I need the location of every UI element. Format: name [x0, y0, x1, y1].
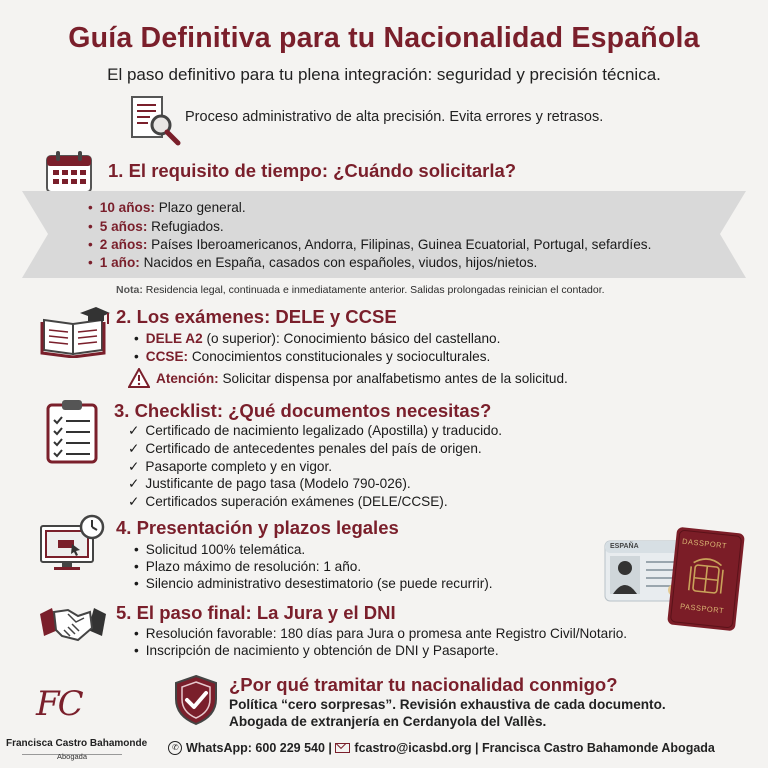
submission-item: • Silencio administrativo desestimatorio (se puede recurrir). [134, 576, 493, 591]
logo-role: Abogada [56, 752, 88, 761]
section-submission-title: 4. Presentación y plazos legales [116, 517, 399, 538]
handshake-icon [38, 600, 108, 646]
passport-top-label: DASSPORT [681, 536, 728, 551]
section-final-title: 5. El paso final: La Jura y el DNI [116, 602, 396, 623]
page-title: Guía Definitiva para tu Nacionalidad Española [68, 22, 700, 54]
checklist-item: ✓ Certificados superación exámenes (DELE/CCSE). [128, 494, 448, 510]
shield-check-icon [173, 674, 219, 726]
time-item: • 2 años: Países Iberoamericanos, Andorra, Filipinas, Guinea Ecuatorial, Portugal, sefardíes. [88, 237, 651, 252]
why-line-2: Abogada de extranjería en Cerdanyola del Vallès. [229, 714, 547, 729]
section-checklist-title: 3. Checklist: ¿Qué documentos necesitas? [114, 400, 492, 421]
book-graduation-icon [40, 306, 110, 358]
submission-item: • Solicitud 100% telemática. [134, 542, 305, 557]
logo [0, 682, 150, 768]
exam-item: • DELE A2 (o superior): Conocimiento básico del castellano. [134, 331, 500, 346]
page-subtitle: El paso definitivo para tu plena integración: seguridad y precisión técnica. [107, 65, 661, 84]
checklist-item: ✓ Certificado de antecedentes penales del país de origen. [128, 441, 482, 457]
whatsapp-link[interactable]: WhatsApp: 600 229 540 [186, 741, 325, 755]
id-card-country: ESPAÑA [610, 543, 639, 550]
time-item: • 5 años: Refugiados. [88, 219, 224, 234]
footer-firm: Francisca Castro Bahamonde Abogada [481, 741, 715, 755]
section-why-title: ¿Por qué tramitar tu nacionalidad conmigo? [229, 674, 618, 695]
computer-clock-icon [38, 514, 106, 572]
checklist-item: ✓ Justificante de pago tasa (Modelo 790-026). [128, 476, 411, 492]
why-line-1: Política “cero sorpresas”. Revisión exhaustiva de cada documento. [229, 697, 666, 712]
time-item: • 1 año: Nacidos en España, casados con españoles, viudos, hijos/nietos. [88, 255, 537, 270]
submission-item: • Plazo máximo de resolución: 1 año. [134, 559, 361, 574]
calendar-icon [44, 148, 94, 194]
clipboard-checklist-icon [44, 398, 102, 464]
final-item: • Resolución favorable: 180 días para Jura o promesa ante Registro Civil/Notario. [134, 626, 627, 641]
document-search-icon [128, 94, 184, 148]
time-item: • 10 años: Plazo general. [88, 200, 246, 215]
logo-monogram: FC [36, 684, 82, 724]
exam-item: • CCSE: Conocimientos constitucionales y socioculturales. [134, 349, 490, 364]
logo-name: Francisca Castro Bahamonde [6, 738, 148, 749]
footer-contact: ✆ WhatsApp: 600 229 540 | fcastro@icasbd.org | Francisca Castro Bahamonde Abogada [168, 741, 715, 755]
checklist-item: ✓ Pasaporte completo y en vigor. [128, 459, 332, 475]
whatsapp-icon: ✆ [168, 741, 182, 755]
checklist-item: ✓ Certificado de nacimiento legalizado (Apostilla) y traducido. [128, 423, 502, 439]
intro-text: Proceso administrativo de alta precisión. Evita errores y retrasos. [185, 109, 604, 125]
email-link[interactable]: fcastro@icasbd.org [354, 741, 472, 755]
exam-warning: Atención: Solicitar dispensa por analfabetismo antes de la solicitud. [156, 371, 568, 386]
section-time-title: 1. El requisito de tiempo: ¿Cuándo solicitarla? [108, 160, 517, 181]
passport-bottom-label: PASSPORT [679, 601, 725, 616]
residence-note: Nota: Residencia legal, continuada e inmediatamente anterior. Salidas prolongadas reinician el contador. [116, 284, 605, 296]
warning-icon [128, 368, 150, 388]
final-item: • Inscripción de nacimiento y obtención de DNI y Pasaporte. [134, 643, 499, 658]
section-exams-title: 2. Los exámenes: DELE y CCSE [116, 306, 397, 327]
mail-icon [335, 743, 350, 753]
